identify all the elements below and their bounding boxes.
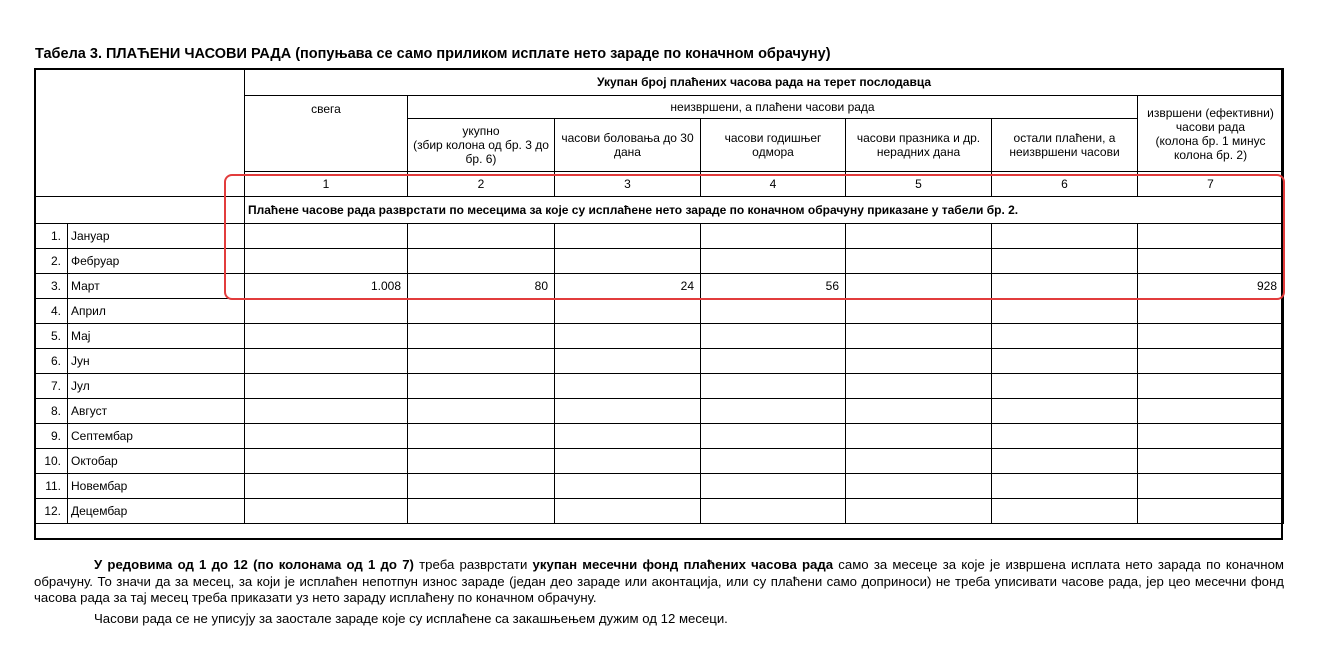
row-index: 7.: [35, 374, 68, 399]
row-value-col-6[interactable]: [992, 249, 1138, 274]
performed-sub: (колона бр. 1 минус колона бр. 2): [1155, 133, 1266, 162]
row-value-col-3[interactable]: [555, 249, 701, 274]
table-row: [35, 499, 1284, 524]
table-row: [35, 424, 1284, 449]
table-title: Табела 3. ПЛАЋЕНИ ЧАСОВИ РАДА (попуњава се само приликом исплате нето зараде по коначном обрачуну): [35, 46, 831, 62]
row-value-col-4[interactable]: [701, 474, 846, 499]
col-ukupno-label: укупно: [462, 124, 500, 138]
row-value-col-4[interactable]: [701, 349, 846, 374]
row-value-col-1[interactable]: [245, 224, 408, 249]
row-value-col-7[interactable]: [1138, 399, 1284, 424]
note-row: Плаћене часове рада разврстати по месецима за које су исплаћене нето зараде по коначном обрачуну приказане у табели бр. 2.: [245, 197, 1284, 224]
row-value-col-4[interactable]: [701, 424, 846, 449]
corner-cell: [35, 69, 245, 197]
table-row: [35, 449, 1284, 474]
row-value-col-2[interactable]: [408, 224, 555, 249]
row-value-col-5[interactable]: [846, 374, 992, 399]
row-value-col-2[interactable]: [408, 449, 555, 474]
row-value-col-1[interactable]: [245, 324, 408, 349]
row-value-col-3[interactable]: [555, 399, 701, 424]
row-value-col-1[interactable]: [245, 299, 408, 324]
row-index: 8.: [35, 399, 68, 424]
row-value-col-6[interactable]: [992, 499, 1138, 524]
table-row: [35, 374, 1284, 399]
row-index: 3.: [35, 274, 68, 299]
table-row: [35, 224, 1284, 249]
row-index: 9.: [35, 424, 68, 449]
col-annual-header: часови годишњег одмора: [701, 119, 846, 172]
row-value-col-4[interactable]: [701, 299, 846, 324]
row-index: 12.: [35, 499, 68, 524]
col-holiday-header: часови празника и др. нерадних дана: [846, 119, 992, 172]
col-sick-header: часови боловања до 30 дана: [555, 119, 701, 172]
row-value-col-2[interactable]: [408, 499, 555, 524]
row-month: Септембар: [68, 424, 245, 449]
row-value-col-7[interactable]: [1138, 249, 1284, 274]
row-value-col-2[interactable]: [408, 399, 555, 424]
row-index: 2.: [35, 249, 68, 274]
row-value-col-4[interactable]: [701, 399, 846, 424]
row-value-col-5[interactable]: [846, 224, 992, 249]
row-value-col-2[interactable]: [408, 474, 555, 499]
col-number: 4: [701, 172, 846, 197]
row-value-col-7[interactable]: [1138, 374, 1284, 399]
row-value-col-7[interactable]: [1138, 474, 1284, 499]
row-value-col-7[interactable]: [1138, 299, 1284, 324]
row-value-col-1[interactable]: [245, 349, 408, 374]
row-value-col-3[interactable]: [555, 299, 701, 324]
header-main: Укупан број плаћених часова рада на терет послодавца: [245, 69, 1284, 96]
col-ukupno-sub: (збир колона од бр. 3 до бр. 6): [413, 138, 549, 166]
col-number: 1: [245, 172, 408, 197]
row-index: 10.: [35, 449, 68, 474]
col-number: 2: [408, 172, 555, 197]
row-value-col-4[interactable]: [701, 374, 846, 399]
row-month: Јануар: [68, 224, 245, 249]
row-month: Април: [68, 299, 245, 324]
notes-text-b: само за месеце за које је извршена исплата нето зарада по коначном обрачуну. То значи да за месец, за који је исплаћен непотпун износ зараде (један део зараде или аконтација, или су плаћени само доприноси) не треба уписивати часове рада, јер цео месечни фонд часова рада за тај месец треба приказати уз нето зараду исплаћену по коначном обрачуну.: [34, 557, 1284, 605]
row-value-col-7[interactable]: 928: [1138, 274, 1284, 299]
row-index: 11.: [35, 474, 68, 499]
row-value-col-2[interactable]: [408, 299, 555, 324]
row-value-col-1[interactable]: [245, 249, 408, 274]
row-value-col-5[interactable]: [846, 274, 992, 299]
row-value-col-4[interactable]: [701, 499, 846, 524]
row-month: Мај: [68, 324, 245, 349]
row-value-col-5[interactable]: [846, 324, 992, 349]
row-index: 1.: [35, 224, 68, 249]
performed-header: [1138, 96, 1284, 172]
row-value-col-2[interactable]: [408, 374, 555, 399]
row-value-col-4[interactable]: [701, 249, 846, 274]
col-other-header: остали плаћени, а неизвршени часови: [992, 119, 1138, 172]
row-index: 6.: [35, 349, 68, 374]
row-value-col-7[interactable]: [1138, 224, 1284, 249]
row-value-col-7[interactable]: [1138, 349, 1284, 374]
row-value-col-6[interactable]: [992, 374, 1138, 399]
row-month: Октобар: [68, 449, 245, 474]
row-index: 5.: [35, 324, 68, 349]
row-value-col-1[interactable]: [245, 374, 408, 399]
row-value-col-4[interactable]: [701, 324, 846, 349]
row-value-col-7[interactable]: [1138, 499, 1284, 524]
row-value-col-3[interactable]: 24: [555, 274, 701, 299]
row-value-col-4[interactable]: [701, 449, 846, 474]
row-value-col-6[interactable]: [992, 274, 1138, 299]
row-value-col-7[interactable]: [1138, 324, 1284, 349]
row-value-col-3[interactable]: [555, 499, 701, 524]
col-number: 7: [1138, 172, 1284, 197]
col-total-header: свега: [245, 96, 408, 172]
row-value-col-3[interactable]: [555, 449, 701, 474]
table-row: [35, 299, 1284, 324]
table-row: [35, 324, 1284, 349]
row-value-col-6[interactable]: [992, 474, 1138, 499]
row-value-col-6[interactable]: [992, 449, 1138, 474]
row-value-col-3[interactable]: [555, 424, 701, 449]
row-value-col-1[interactable]: [245, 449, 408, 474]
row-value-col-6[interactable]: [992, 349, 1138, 374]
col-number: 3: [555, 172, 701, 197]
row-value-col-3[interactable]: [555, 374, 701, 399]
row-value-col-5[interactable]: [846, 349, 992, 374]
row-value-col-4[interactable]: 56: [701, 274, 846, 299]
row-value-col-7[interactable]: [1138, 424, 1284, 449]
notes-bold-a: У редовима од 1 до 12 (по колонама од 1 до 7): [94, 557, 414, 572]
row-value-col-5[interactable]: [846, 474, 992, 499]
row-value-col-3[interactable]: [555, 349, 701, 374]
row-value-col-3[interactable]: [555, 224, 701, 249]
row-index: 4.: [35, 299, 68, 324]
row-value-col-1[interactable]: [245, 499, 408, 524]
notes-text-a: треба разврстати: [413, 557, 533, 572]
table-row: [35, 249, 1284, 274]
row-month: Март: [68, 274, 245, 299]
row-value-col-5[interactable]: [846, 424, 992, 449]
row-value-col-3[interactable]: [555, 324, 701, 349]
row-month: Јун: [68, 349, 245, 374]
row-value-col-2[interactable]: [408, 349, 555, 374]
notes-bold-b: укупан месечни фонд плаћених часова рада: [532, 557, 834, 572]
notes-block: [34, 557, 1284, 627]
row-value-col-5[interactable]: [846, 249, 992, 274]
row-value-col-1[interactable]: 1.008: [245, 274, 408, 299]
performed-title: извршени (ефективни) часови рада: [1147, 105, 1274, 134]
col-ukupno-header: [408, 119, 555, 172]
table-row: [35, 399, 1284, 424]
row-value-col-3[interactable]: [555, 474, 701, 499]
row-value-col-5[interactable]: [846, 499, 992, 524]
row-value-col-6[interactable]: [992, 299, 1138, 324]
row-value-col-5[interactable]: [846, 449, 992, 474]
row-month: Новембар: [68, 474, 245, 499]
row-value-col-5[interactable]: [846, 299, 992, 324]
row-value-col-6[interactable]: [992, 399, 1138, 424]
notes-paragraph-2: Часови рада се не уписују за заостале зараде које су исплаћене са закашњењем дужим од 12 месеци.: [94, 610, 728, 626]
paid-hours-table: [34, 68, 1284, 524]
row-value-col-2[interactable]: [408, 324, 555, 349]
row-value-col-7[interactable]: [1138, 449, 1284, 474]
row-value-col-2[interactable]: [408, 424, 555, 449]
row-value-col-1[interactable]: [245, 399, 408, 424]
table-row: [35, 274, 1284, 299]
row-value-col-2[interactable]: [408, 249, 555, 274]
table-row: [35, 349, 1284, 374]
row-value-col-1[interactable]: [245, 424, 408, 449]
row-month: Фебруар: [68, 249, 245, 274]
col-number: 5: [846, 172, 992, 197]
row-value-col-6[interactable]: [992, 224, 1138, 249]
row-value-col-1[interactable]: [245, 474, 408, 499]
row-month: Август: [68, 399, 245, 424]
row-month: Децембар: [68, 499, 245, 524]
table-row: [35, 474, 1284, 499]
row-value-col-5[interactable]: [846, 399, 992, 424]
col-number: 6: [992, 172, 1138, 197]
row-month: Јул: [68, 374, 245, 399]
notes-paragraph-1: [34, 557, 1284, 607]
row-value-col-6[interactable]: [992, 324, 1138, 349]
row-value-col-2[interactable]: 80: [408, 274, 555, 299]
row-value-col-4[interactable]: [701, 224, 846, 249]
row-value-col-6[interactable]: [992, 424, 1138, 449]
unperformed-group-header: неизвршени, а плаћени часови рада: [408, 96, 1138, 119]
note-row-spacer: [35, 197, 245, 224]
